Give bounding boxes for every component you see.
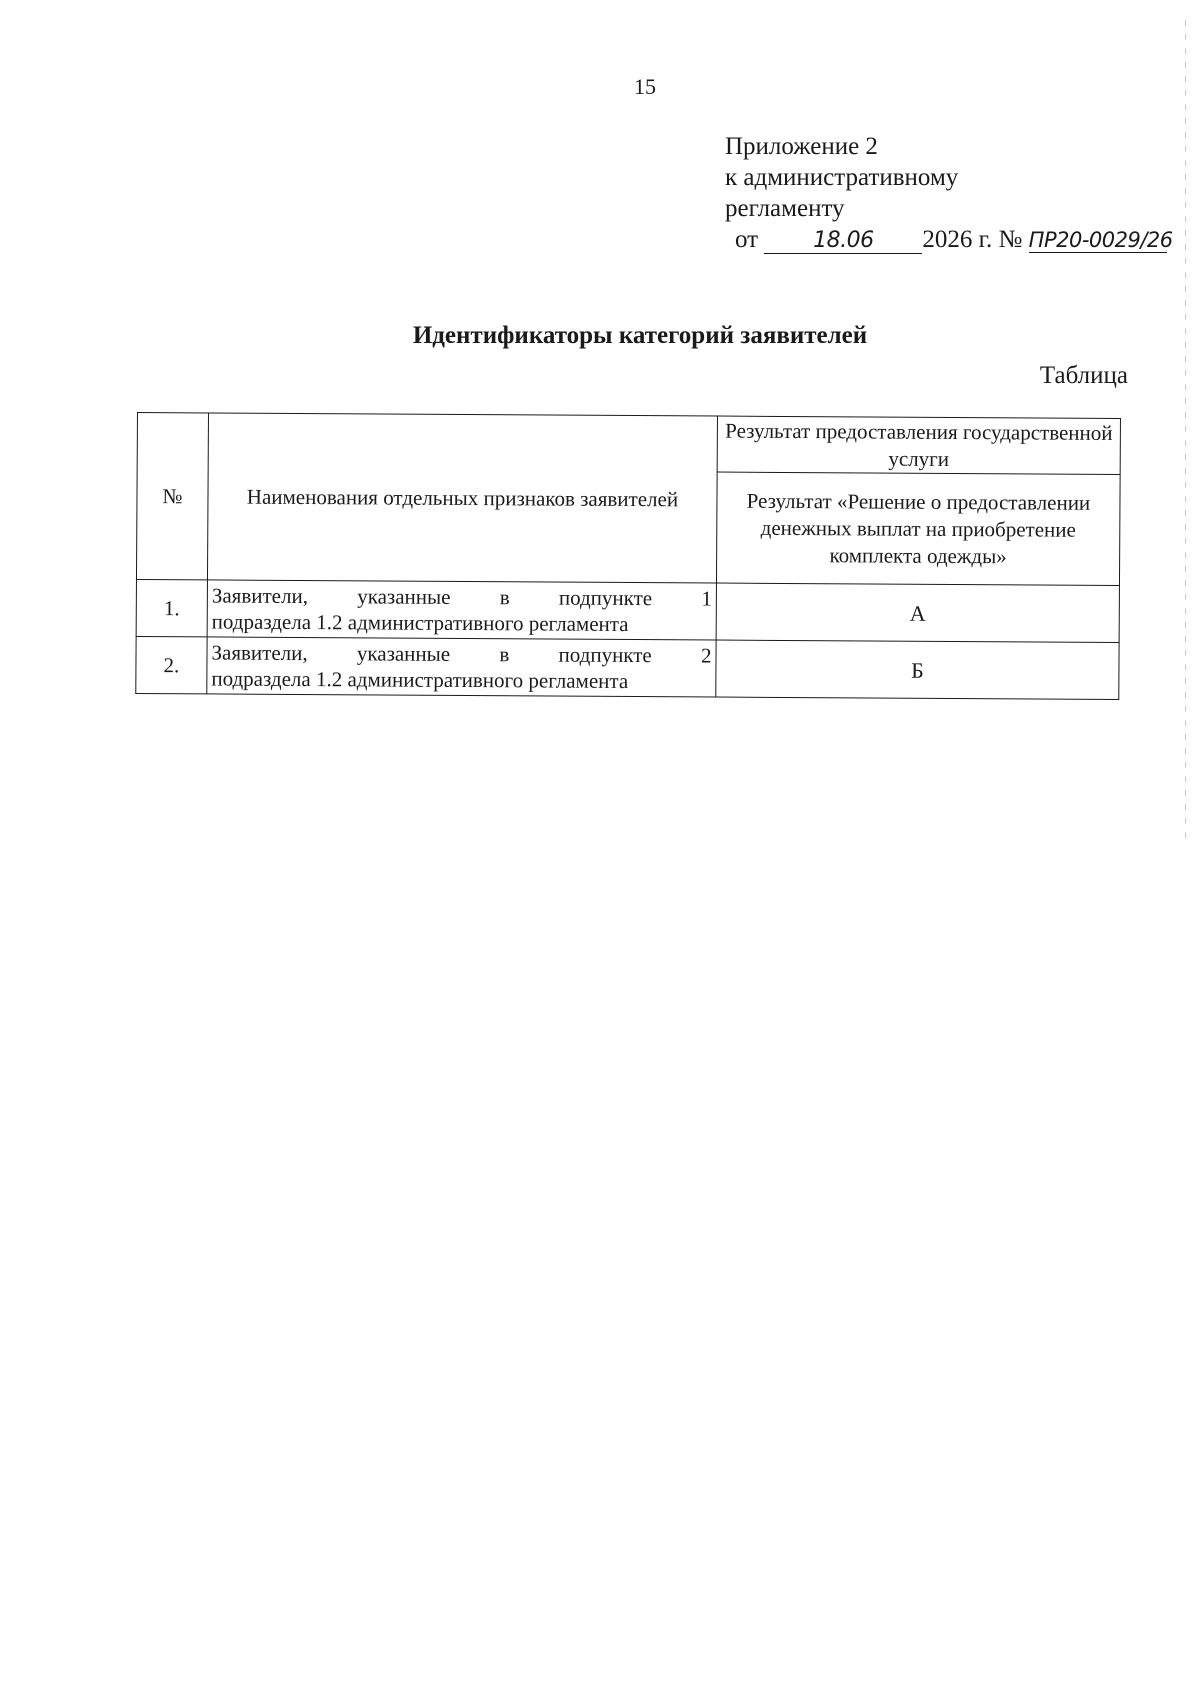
date-prefix: от (735, 226, 759, 253)
row-name-line-1: Заявители, указанные в подпункте 1 (211, 583, 712, 611)
row-name (207, 637, 716, 697)
header-name: Наименования отдельных признаков заявителей (207, 413, 717, 583)
row-number: 1. (136, 579, 207, 636)
header-number: № (136, 413, 208, 580)
handwritten-date: 18.06 (764, 229, 922, 254)
applicant-categories-table-wrap (135, 412, 1121, 700)
table-label: Таблица (1039, 362, 1128, 389)
appendix-line-3: регламенту (725, 195, 845, 222)
appendix-title: Приложение 2 (725, 133, 878, 160)
row-number: 2. (136, 636, 207, 693)
row-name-line-1: Заявители, указанные в подпункте 2 (211, 640, 712, 668)
row-name (207, 580, 716, 640)
row-result: А (716, 583, 1119, 642)
row-name-line-2: подраздела 1.2 административного регламента (211, 666, 629, 694)
header-result-group: Результат предоставления государственной услуги (717, 416, 1120, 474)
appendix-block (725, 131, 1185, 255)
appendix-date-line (735, 224, 1185, 255)
table-row (136, 579, 1119, 642)
appendix-line-2: к административному (725, 164, 959, 191)
applicant-categories-table (135, 412, 1121, 700)
scan-edge-artifact (1185, 20, 1186, 840)
handwritten-number: ПР20-0029/26 (1028, 228, 1173, 252)
row-result: Б (716, 640, 1119, 699)
table-row (136, 636, 1119, 699)
year-text: 2026 г. № (922, 226, 1023, 253)
header-result-sub: Результат «Решение о предоставлении денежных выплат на приобретение комплекта одежды» (716, 472, 1120, 585)
table-header-row (137, 413, 1120, 475)
page-number: 15 (634, 74, 656, 99)
document-title: Идентификаторы категорий заявителей (412, 322, 868, 349)
row-name-line-2: подраздела 1.2 административного регламента (211, 609, 629, 637)
